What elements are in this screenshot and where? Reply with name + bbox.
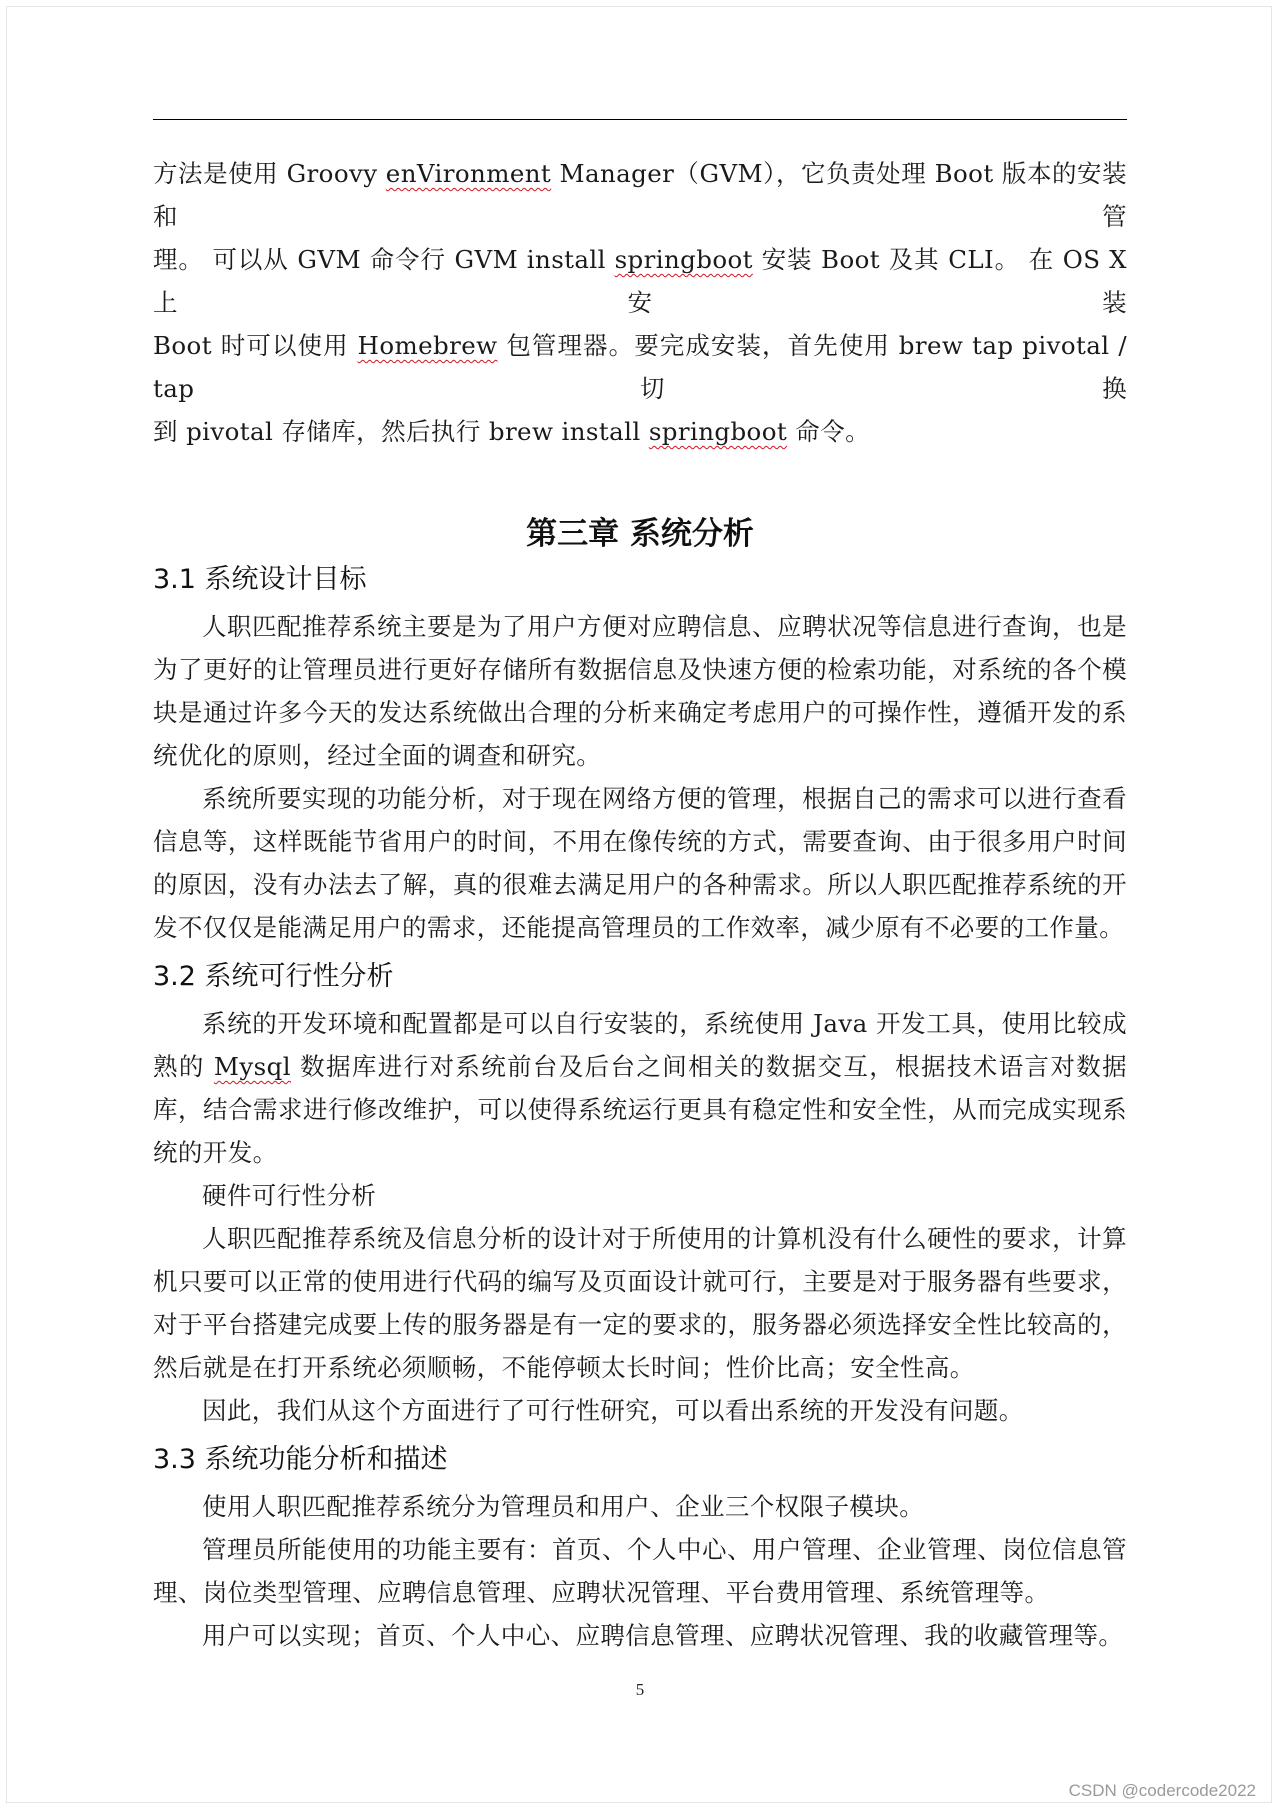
page-content [153, 152, 1127, 1657]
section-3-1-heading: 3.1 系统设计目标 [153, 564, 367, 595]
intro-spellcheck-word: Homebrew [357, 331, 498, 360]
intro-text: Manager（GVM），它负责处理 Boot 版本的安装和管 [153, 159, 1127, 231]
intro-spellcheck-word: springboot [614, 245, 753, 274]
chapter-title: 第三章 系统分析 [526, 516, 754, 552]
section-3-2-spellcheck-word: Mysql [213, 1052, 291, 1081]
section-3-3-paragraph-3: 用户可以实现；首页、个人中心、应聘信息管理、应聘状况管理、我的收藏管理等。 [202, 1621, 1124, 1650]
intro-text: 到 pivotal 存储库，然后执行 brew install [153, 417, 649, 446]
section-3-3-paragraph-1: 使用人职匹配推荐系统分为管理员和用户、企业三个权限子模块。 [202, 1492, 925, 1521]
section-3-2-text: 数据库进行对系统前台及后台之间相关的数据交互，根据技术语言对数据库，结合需求进行修改维护，可以使得系统运行更具有稳定性和安全性，从而完成实现系统的开发。 [153, 1052, 1127, 1167]
header-rule [153, 119, 1127, 120]
section-3-1-paragraph-2: 系统所要实现的功能分析，对于现在网络方便的管理，根据自己的需求可以进行查看信息等，这样既能节省用户的时间，不用在像传统的方式，需要查询、由于很多用户时间的原因，没有办法去了解，真的很难去满足用户的各种需求。所以人职匹配推荐系统的开发不仅仅是能满足用户的需求，还能提高管理员的工作效率，减少原有不必要的工作量。 [153, 784, 1127, 942]
intro-line [153, 152, 1127, 238]
intro-text: 方法是使用 Groovy [153, 159, 386, 188]
page-number: 5 [635, 1680, 645, 1699]
intro-line [153, 324, 1127, 410]
intro-text: 安装 Boot 及其 CLI。 在 OS X 上安装 [153, 245, 1127, 317]
section-3-2-text: 系统的开发环境和配置都是可以自行安装的，系统使用 Java 开发工具，使用比较成熟的 [153, 1009, 1127, 1081]
section-3-2-heading: 3.2 系统可行性分析 [153, 961, 394, 992]
intro-spellcheck-word: enVironment [385, 159, 552, 188]
hardware-feasibility-subheading: 硬件可行性分析 [202, 1181, 377, 1210]
intro-paragraph [153, 152, 1127, 453]
section-3-2-paragraph-3: 因此，我们从这个方面进行了可行性研究，可以看出系统的开发没有问题。 [202, 1396, 1024, 1425]
intro-text: 包管理器。要完成安装，首先使用 brew tap pivotal / tap 切换 [153, 331, 1128, 403]
section-3-3-heading: 3.3 系统功能分析和描述 [153, 1444, 448, 1475]
intro-line [153, 410, 1127, 453]
section-3-3-paragraph-2: 管理员所能使用的功能主要有：首页、个人中心、用户管理、企业管理、岗位信息管理、岗位类型管理、应聘信息管理、应聘状况管理、平台费用管理、系统管理等。 [153, 1535, 1127, 1607]
section-3-2-paragraph-1 [153, 1002, 1127, 1174]
section-3-1-paragraph-1: 人职匹配推荐系统主要是为了用户方便对应聘信息、应聘状况等信息进行查询，也是为了更好的让管理员进行更好存储所有数据信息及快速方便的检索功能，对系统的各个模块是通过许多今天的发达系统做出合理的分析来确定考虑用户的可操作性，遵循开发的系统优化的原则，经过全面的调查和研究。 [153, 612, 1127, 770]
intro-text: 命令。 [787, 417, 870, 446]
section-3-2-paragraph-2: 人职匹配推荐系统及信息分析的设计对于所使用的计算机没有什么硬性的要求，计算机只要可以正常的使用进行代码的编写及页面设计就可行，主要是对于服务器有些要求，对于平台搭建完成要上传的服务器是有一定的要求的，服务器必须选择安全性比较高的，然后就是在打开系统必须顺畅，不能停顿太长时间；性价比高；安全性高。 [153, 1224, 1127, 1382]
intro-spellcheck-word: springboot [648, 417, 788, 446]
csdn-watermark: CSDN @codercode2022 [1068, 1781, 1256, 1800]
intro-text: 理。 可以从 GVM 命令行 GVM install [153, 245, 615, 274]
intro-text: Boot 时可以使用 [153, 331, 358, 360]
intro-line [153, 238, 1127, 324]
